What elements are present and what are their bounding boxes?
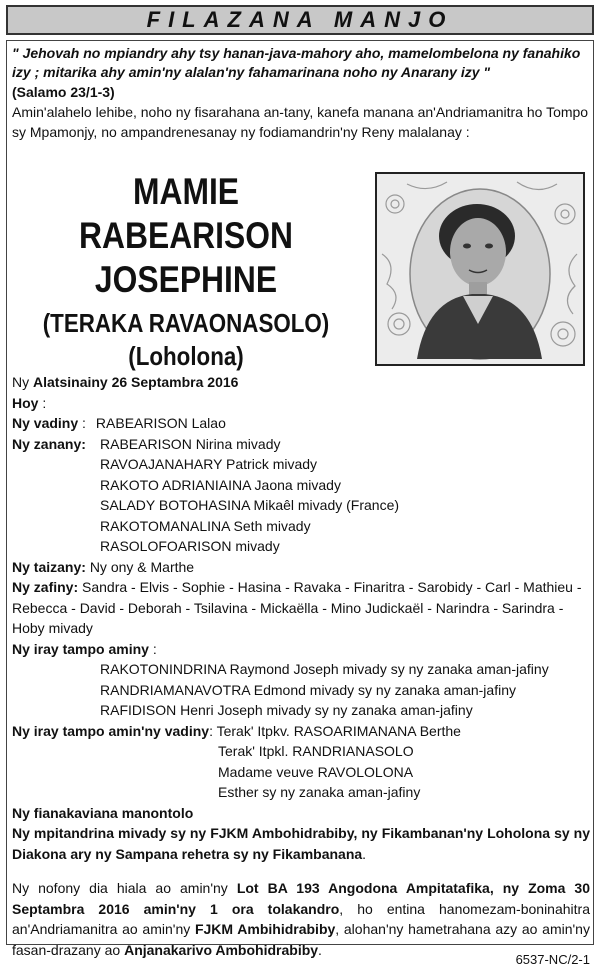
children-item: RAVOAJANAHARY Patrick mivady [100,456,318,472]
deceased-maiden-name: (TERAKA RAVAONASOLO) [42,308,330,338]
siblings-label: Ny iray tampo aminy [12,640,149,657]
spouse-sibling-first: : Terak' Itpkv. RASOARIMANANA Berthe [209,722,461,739]
whole-family: Ny fianakaviana manontolo [12,804,194,821]
children-item: SALADY BOTOHASINA Mikaêl mivady (France) [100,497,400,513]
spouse-sibling-item: Esther sy ny zanaka aman-jafiny [218,784,421,800]
siblings-line [12,639,590,660]
foster-value: Ny ony & Marthe [89,558,195,575]
grandchildren-line [12,577,590,598]
deceased-name-block [6,170,366,372]
portrait-photo-icon [377,174,583,364]
grandchildren-line1: Sandra - Elvis - Sophie - Hasina - Ravaka - Finaritra - Sarobidy - Carl - Mathieu - [82,579,582,595]
sibling-item: RANDRIAMANAVOTRA Edmond mivady sy ny zanaka aman-jafiny [100,681,516,698]
foster-line [12,557,590,578]
funeral-burial-place: Anjanakarivo Ambohidrabiby [124,941,319,958]
deceased-name-line1: MAMIE RABEARISON [79,171,293,256]
grandchildren-line2: Rebecca - David - Deborah - Tsilavina - Mickaëlla - Mino Judickaël - Narindra - Sarindra - [12,599,564,616]
children-item: RASOLOFOARISON mivady [100,538,280,554]
date-prefix: Ny [12,374,30,390]
header-title: FILAZANA MANJO [146,7,454,32]
sibling-item: RAFIDISON Henri Joseph mivady sy ny zanaka aman-jafiny [100,702,473,718]
spouse-siblings-line [12,721,590,742]
children-item: RAKOTO ADRIANIAINA Jaona mivady [100,476,341,493]
funeral-text-2: , ho entina hanomezam-boninahitra an'Andriamanitra ao amin'ny [12,900,590,937]
deceased-name-line2: JOSEPHINE [94,259,278,300]
funeral-church: FJKM Ambihidrabiby [194,921,336,937]
funeral-paragraph [12,878,590,960]
intro-section [12,44,590,142]
grandchildren-line3: Hoby mivady [12,620,93,636]
spouse-line [12,413,590,434]
death-date: Alatsinainy 26 Septambra 2016 [33,374,239,390]
deceased-title: (Loholona) [128,341,244,371]
verse-reference: (Salamo 23/1-3) [12,84,115,100]
date-line [12,372,590,393]
hoy-line [12,393,590,414]
siblings-suffix: : [148,640,157,657]
sibling-item: RAKOTONINDRINA Raymond Joseph mivady sy ny zanaka aman-jafiny [100,661,549,677]
hoy-label: Hoy [12,394,39,411]
foster-label: Ny taizany: [12,558,86,575]
funeral-text-1: Ny nofony dia hiala ao amin'ny [12,880,237,896]
spouse-sibling-item: Terak' Itpkl. RANDRIANASOLO [218,743,414,759]
church-text: Ny mpitandrina mivady sy ny FJKM Ambohidrabiby, ny Fikambanan'ny Loholona sy ny Diakona ary ny Sampana rehetra sy ny Fikambanana [12,825,590,862]
funeral-text-3: , alohan'ny hametrahana azy ao amin'ny fasan-drazany ao [12,921,590,958]
verse-quote: " Jehovah no mpiandry ahy tsy hanan-java-mahory aho, mamelombelona ny fanahiko izy ; mitarika ahy amin'ny alalan'ny fahamarinana noho ny Anarany izy " [12,45,581,80]
church-paragraph [12,823,590,864]
funeral-location: Lot BA 193 Angodona Ampitatafika, ny Zoma 30 Septambra 2016 amin'ny 1 ora tolakandro [12,880,590,917]
spouse-name: RABEARISON Lalao [95,415,226,431]
ad-reference: 6537-NC/2-1 [515,952,590,967]
children-item: RABEARISON Nirina mivady [100,435,281,452]
children-item: RAKOTOMANALINA Seth mivady [100,517,311,534]
spouse-label: Ny vadiny [12,415,79,431]
hoy-suffix: : [38,394,47,411]
spouse-sibling-item: Madame veuve RAVOLOLONA [218,763,414,780]
church-end: . [362,845,367,862]
family-list [12,372,590,960]
grandchildren-label: Ny zafiny: [12,579,79,595]
children-label: Ny zanany: [12,435,86,452]
spouse-sep: : [78,415,86,431]
children-line [12,434,590,455]
header-banner [6,5,594,35]
funeral-text-4: . [318,941,322,958]
spouse-siblings-label: Ny iray tampo amin'ny vadiny [12,722,210,739]
intro-text: Amin'alahelo lehibe, noho ny fisarahana an-tany, kanefa manana an'Andriamanitra ho Tompo sy Mpamonjy, no ampandrenesanay ny fodiamandrin'ny Reny malalanay : [12,104,589,140]
portrait-photo [375,172,585,366]
